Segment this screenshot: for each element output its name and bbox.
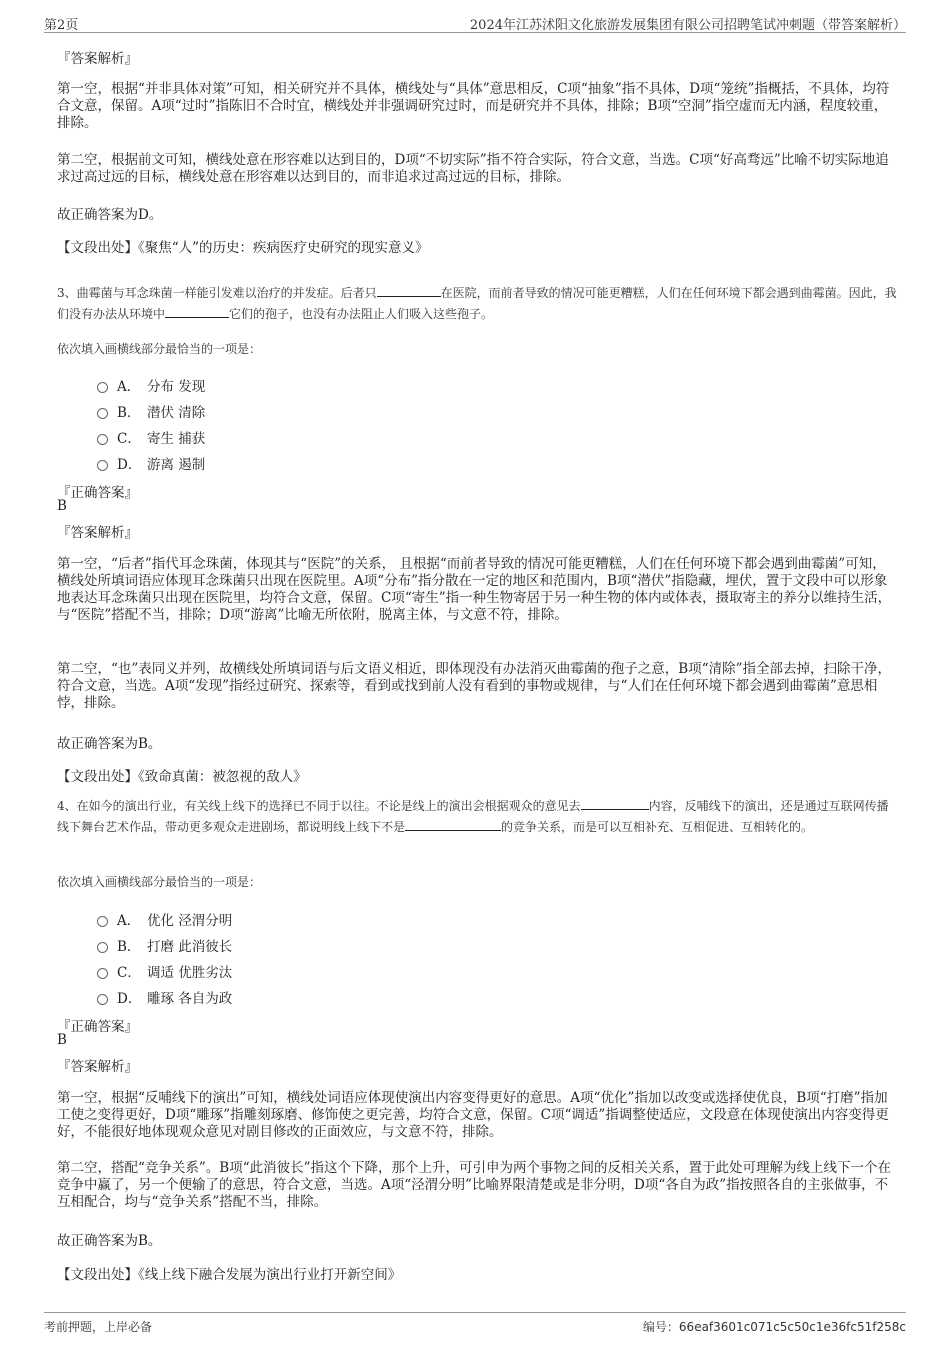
q4-blank-2	[405, 818, 501, 831]
q3-blank-2	[165, 305, 229, 318]
option-text: 优化 泾渭分明	[147, 913, 233, 929]
q3-stem-part-2: 在医院，而前者导致的情况可能更糟糕，人们在任何环境下都会遇到曲霉菌。因此，我们没有办法从环境中	[57, 286, 897, 321]
q4-analysis-para-1: 第一空，根据“反哺线下的演出”可知，横线处词语应体现使演出内容变得更好的意思。A项“优化”指加以改变或选择使优良，B项“打磨”指加工使之变得更好，D项“雕琢”指雕刻琢磨、修饰使之更完善，均符合文意，保留。C项“调适”指调整使适应，文段意在体现使演出内容变得更好，不能很好地体现观众意见对剧目修改的正面效应，与文意不符，排除。	[57, 1090, 889, 1140]
q2-source: 【文段出处】《聚焦“人”的历史：疾病医疗史研究的现实意义》	[57, 240, 429, 256]
page-header	[44, 10, 906, 33]
option-text: 分布 发现	[147, 379, 206, 395]
q2-analysis-label: 『答案解析』	[57, 51, 138, 67]
option-letter: B．	[117, 405, 141, 421]
radio-icon[interactable]	[97, 942, 108, 953]
q4-option-b[interactable]	[97, 935, 232, 955]
q2-conclusion: 故正确答案为D。	[57, 207, 163, 223]
q4-stem-part-2: 内容，反哺线下的演出，还是通过互联网传播线下舞台艺术作品，带动更多观众走进剧场，都说明线上线下不是	[57, 799, 889, 834]
q3-stem-part-3: 它们的孢子，也没有办法阻止人们吸入这些孢子。	[229, 307, 494, 321]
option-text: 雕琢 各自为政	[147, 991, 233, 1007]
radio-icon[interactable]	[97, 994, 108, 1005]
option-text: 打磨 此消彼长	[147, 939, 233, 955]
q4-instruction: 依次填入画横线部分最恰当的一项是：	[57, 875, 262, 889]
q3-blank-1	[377, 284, 441, 297]
document-code: 编号：66eaf3601c071c5c50c1e36fc51f258c	[642, 1320, 906, 1334]
q3-instruction: 依次填入画横线部分最恰当的一项是：	[57, 342, 262, 356]
q4-option-a[interactable]	[97, 909, 232, 929]
q3-option-d[interactable]	[97, 453, 205, 473]
q4-stem-part-3: 的竞争关系，而是可以互相补充、互相促进、互相转化的。	[501, 820, 814, 834]
option-letter: B．	[117, 939, 141, 955]
q3-analysis-para-2: 第二空，“也”表同义并列，故横线处所填词语与后文语义相近，即体现没有办法消灭曲霉菌的孢子之意，B项“清除”指全部去掉，扫除干净，符合文意，当选。A项“发现”指经过研究、探索等，看到或找到前人没有看到的事物或规律，与“人们在任何环境下都会遇到曲霉菌”意思相悖，排除。	[57, 661, 892, 711]
option-letter: C．	[117, 431, 141, 447]
q2-analysis-para-2: 第二空，根据前文可知，横线处意在形容难以达到目的，D项“不切实际”指不符合实际，符合文意，当选。C项“好高骛远”比喻不切实际地追求过高过远的目标，横线处意在形容难以达到目的，而非追求过高过远的目标，排除。	[57, 152, 889, 185]
option-letter: C．	[117, 965, 141, 981]
radio-icon[interactable]	[97, 916, 108, 927]
q3-option-c[interactable]	[97, 427, 205, 447]
radio-icon[interactable]	[97, 408, 108, 419]
q3-source: 【文段出处】《致命真菌：被忽视的敌人》	[57, 769, 307, 785]
q3-stem	[57, 283, 897, 325]
q4-conclusion: 故正确答案为B。	[57, 1233, 162, 1249]
q4-stem-part-1: 4、在如今的演出行业，有关线上线下的选择已不同于以往。不论是线上的演出会根据观众的意见去	[57, 799, 581, 813]
q3-answer: B	[57, 498, 67, 514]
option-text: 游离 遏制	[147, 457, 206, 473]
radio-icon[interactable]	[97, 434, 108, 445]
document-title: 2024年江苏沭阳文化旅游发展集团有限公司招聘笔试冲刺题（带答案解析）	[469, 18, 906, 33]
q4-answer-label: 『正确答案』	[57, 1019, 138, 1035]
radio-icon[interactable]	[97, 460, 108, 471]
q4-option-c[interactable]	[97, 961, 232, 981]
option-letter: D．	[117, 991, 142, 1007]
option-letter: A．	[117, 379, 141, 395]
option-text: 调适 优胜劣汰	[147, 965, 233, 981]
page-footer	[44, 1312, 906, 1337]
q4-answer: B	[57, 1032, 67, 1048]
q2-analysis-para-1: 第一空，根据“并非具体对策”可知，相关研究并不具体，横线处与“具体”意思相反，C项“抽象”指不具体，D项“笼统”指概括，不具体，均符合文意，保留。A项“过时”指陈旧不合时宜，横线处并非强调研究过时，而是研究并不具体，排除；B项“空洞”指空虚而无内涵，程度较重，排除。	[57, 81, 890, 131]
q3-analysis-para-1: 第一空，“后者”指代耳念珠菌，体现其与“医院”的关系， 且根据“而前者导致的情况可能更糟糕，人们在任何环境下都会遇到曲霉菌”可知，横线处所填词语应体现耳念珠菌只出现在医院里。A项“分布”指分散在一定的地区和范围内，B项“潜伏”指隐藏，埋伏，置于文段中可以形象地表达耳念珠菌只出现在医院里，均符合文意，保留。C项“寄生”指一种生物寄居于另一种生物的体内或体表，摄取寄主的养分以维持生活，与“医院”搭配不当，排除；D项“游离”比喻无所依附，脱离主体，与文意不符，排除。	[57, 556, 892, 623]
q4-analysis-label: 『答案解析』	[57, 1059, 138, 1075]
q3-option-a[interactable]	[97, 375, 205, 395]
option-text: 寄生 捕获	[147, 431, 206, 447]
radio-icon[interactable]	[97, 382, 108, 393]
q3-option-b[interactable]	[97, 401, 205, 421]
q4-option-d[interactable]	[97, 987, 232, 1007]
q4-stem	[57, 796, 897, 838]
option-letter: D．	[117, 457, 142, 473]
q4-analysis-para-2: 第二空，搭配“竞争关系”。B项“此消彼长”指这个下降，那个上升，可引申为两个事物之间的反相关关系，置于此处可理解为线上线下一个在竞争中赢了，另一个便输了的意思，符合文意，当选。A项“泾渭分明”比喻界限清楚或是非分明，D项“各自为政”指按照各自的主张做事，不互相配合，均与“竞争关系”搭配不当，排除。	[57, 1160, 892, 1210]
q4-blank-1	[581, 797, 649, 810]
radio-icon[interactable]	[97, 968, 108, 979]
q3-analysis-label: 『答案解析』	[57, 525, 138, 541]
q3-stem-part-1: 3、曲霉菌与耳念珠菌一样能引发难以治疗的并发症。后者只	[57, 286, 377, 300]
q3-conclusion: 故正确答案为B。	[57, 736, 162, 752]
footer-slogan: 考前押题，上岸必备	[44, 1320, 153, 1334]
page-number: 第2页	[44, 18, 79, 33]
option-text: 潜伏 清除	[147, 405, 206, 421]
option-letter: A．	[117, 913, 141, 929]
q3-answer-label: 『正确答案』	[57, 485, 138, 501]
q4-source: 【文段出处】《线上线下融合发展为演出行业打开新空间》	[57, 1267, 402, 1283]
